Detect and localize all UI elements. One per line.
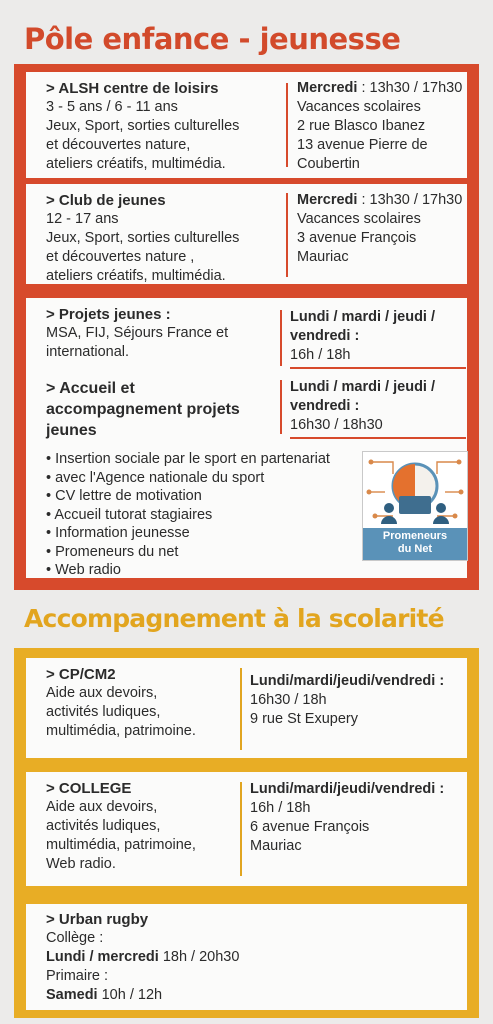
accueil-title-line: > Accueil et [46,380,135,397]
list-item: • Promeneurs du net [46,543,330,562]
college-title: > COLLEGE [46,780,132,797]
alsh-day: Mercredi [297,80,358,96]
alsh-schedule [297,79,462,174]
list-item: • CV lettre de motivation [46,487,330,506]
rugby-days: Samedi [46,987,98,1003]
rugby-hours: 18h / 20h30 [158,949,240,965]
alsh-detail: 2 rue Blasco Ibanez [297,118,426,134]
projets-line: international. [46,344,130,360]
rugby-schedule-row [46,948,239,967]
logo-label [363,528,467,560]
college-line: multimédia, patrimoine, [46,837,196,853]
college-detail: 16h / 18h [250,800,311,816]
club-detail: Mauriac [297,249,349,265]
projets-title: > Projets jeunes : [46,306,171,323]
club-line: et découvertes nature , [46,249,195,265]
rugby-label: Collège : [46,930,104,946]
accueil-title-line: jeunes [46,422,97,439]
logo-label-line: du Net [397,543,433,555]
accueil-hours: 16h30 / 18h30 [290,417,383,433]
alsh-line: et découvertes nature, [46,137,191,153]
college-line: activités ludiques, [46,818,161,834]
cp-title: > CP/CM2 [46,666,116,683]
logo-label-line: Promeneurs [382,530,448,542]
projets-line: MSA, FIJ, Séjours France et [46,325,229,341]
college-detail: Mauriac [250,838,302,854]
promeneurs-du-net-logo [362,451,468,561]
club-detail: 3 avenue François [297,230,417,246]
cp-description [46,665,196,741]
card-projets-accueil [26,298,467,578]
alsh-title: > ALSH centre de loisirs [46,80,219,97]
accueil-schedule [290,378,435,435]
cp-detail: 9 rue St Exupery [250,711,358,727]
alsh-time: : 13h30 / 17h30 [357,80,463,96]
card-alsh [26,72,467,178]
rugby-schedule-row [46,986,239,1005]
alsh-line: ateliers créatifs, multimédia. [46,156,226,172]
rugby-days: Lundi / mercredi [46,949,159,965]
card-urban-rugby [26,904,467,1010]
alsh-description [46,79,239,174]
club-day: Mercredi [297,192,358,208]
cp-detail: 16h30 / 18h [250,692,327,708]
divider [240,782,242,876]
college-detail: 6 avenue François [250,819,370,835]
projets-hours: 16h / 18h [290,347,351,363]
alsh-detail: Coubertin [297,156,360,172]
divider [280,380,282,434]
list-item: • Insertion sociale par le sport en partenariat [46,450,330,469]
accueil-days: Lundi / mardi / jeudi / [290,379,436,395]
list-item: • Accueil tutorat stagiaires [46,506,330,525]
list-item-continuation [46,469,330,488]
rugby-description [46,910,239,1005]
club-detail: Vacances scolaires [297,211,421,227]
section-heading-scolarite: Accompagnement à la scolarité [24,604,444,633]
cp-line: Aide aux devoirs, [46,685,158,701]
divider [240,668,242,750]
projets-description [46,305,228,362]
projets-days: vendredi : [290,328,360,344]
club-line: Jeux, Sport, sorties culturelles [46,230,240,246]
network-people-icon [363,452,467,530]
club-line: 12 - 17 ans [46,211,119,227]
college-description [46,779,196,874]
college-line: Web radio. [46,856,116,872]
card-college [26,772,467,886]
panel-scolarite [14,648,479,1018]
card-club-jeunes [26,184,467,284]
panel-enfance-jeunesse [14,64,479,590]
accueil-bullets [46,450,330,580]
club-description [46,191,239,286]
rugby-title: > Urban rugby [46,911,149,928]
accueil-title [46,378,240,441]
list-item-text: avec l'Agence nationale du sport [55,469,265,486]
club-time: : 13h30 / 17h30 [357,192,463,208]
section-heading-enfance: Pôle enfance - jeunesse [24,22,401,56]
cp-line: multimédia, patrimoine. [46,723,196,739]
card-cp-cm2 [26,658,467,758]
projets-schedule [290,308,435,365]
projets-days: Lundi / mardi / jeudi / [290,309,436,325]
alsh-detail: 13 avenue Pierre de [297,137,428,153]
club-schedule [297,191,462,267]
divider [280,310,282,366]
cp-days: Lundi/mardi/jeudi/vendredi : [250,673,445,689]
divider [286,193,288,277]
club-line: ateliers créatifs, multimédia. [46,268,226,284]
alsh-detail: Vacances scolaires [297,99,421,115]
accueil-title-line: accompagnement projets [46,401,240,418]
college-days: Lundi/mardi/jeudi/vendredi : [250,781,445,797]
alsh-line: Jeux, Sport, sorties culturelles [46,118,240,134]
list-item: • Information jeunesse [46,524,330,543]
accueil-days: vendredi : [290,398,360,414]
cp-schedule [250,672,444,729]
divider [286,83,288,167]
cp-line: activités ludiques, [46,704,161,720]
rugby-label: Primaire : [46,968,109,984]
list-item: • Web radio [46,561,330,580]
club-title: > Club de jeunes [46,192,166,209]
rugby-hours: 10h / 12h [97,987,163,1003]
college-schedule [250,780,444,856]
college-line: Aide aux devoirs, [46,799,158,815]
schedule-underline [290,367,466,369]
schedule-underline [290,437,466,439]
alsh-line: 3 - 5 ans / 6 - 11 ans [46,99,178,115]
